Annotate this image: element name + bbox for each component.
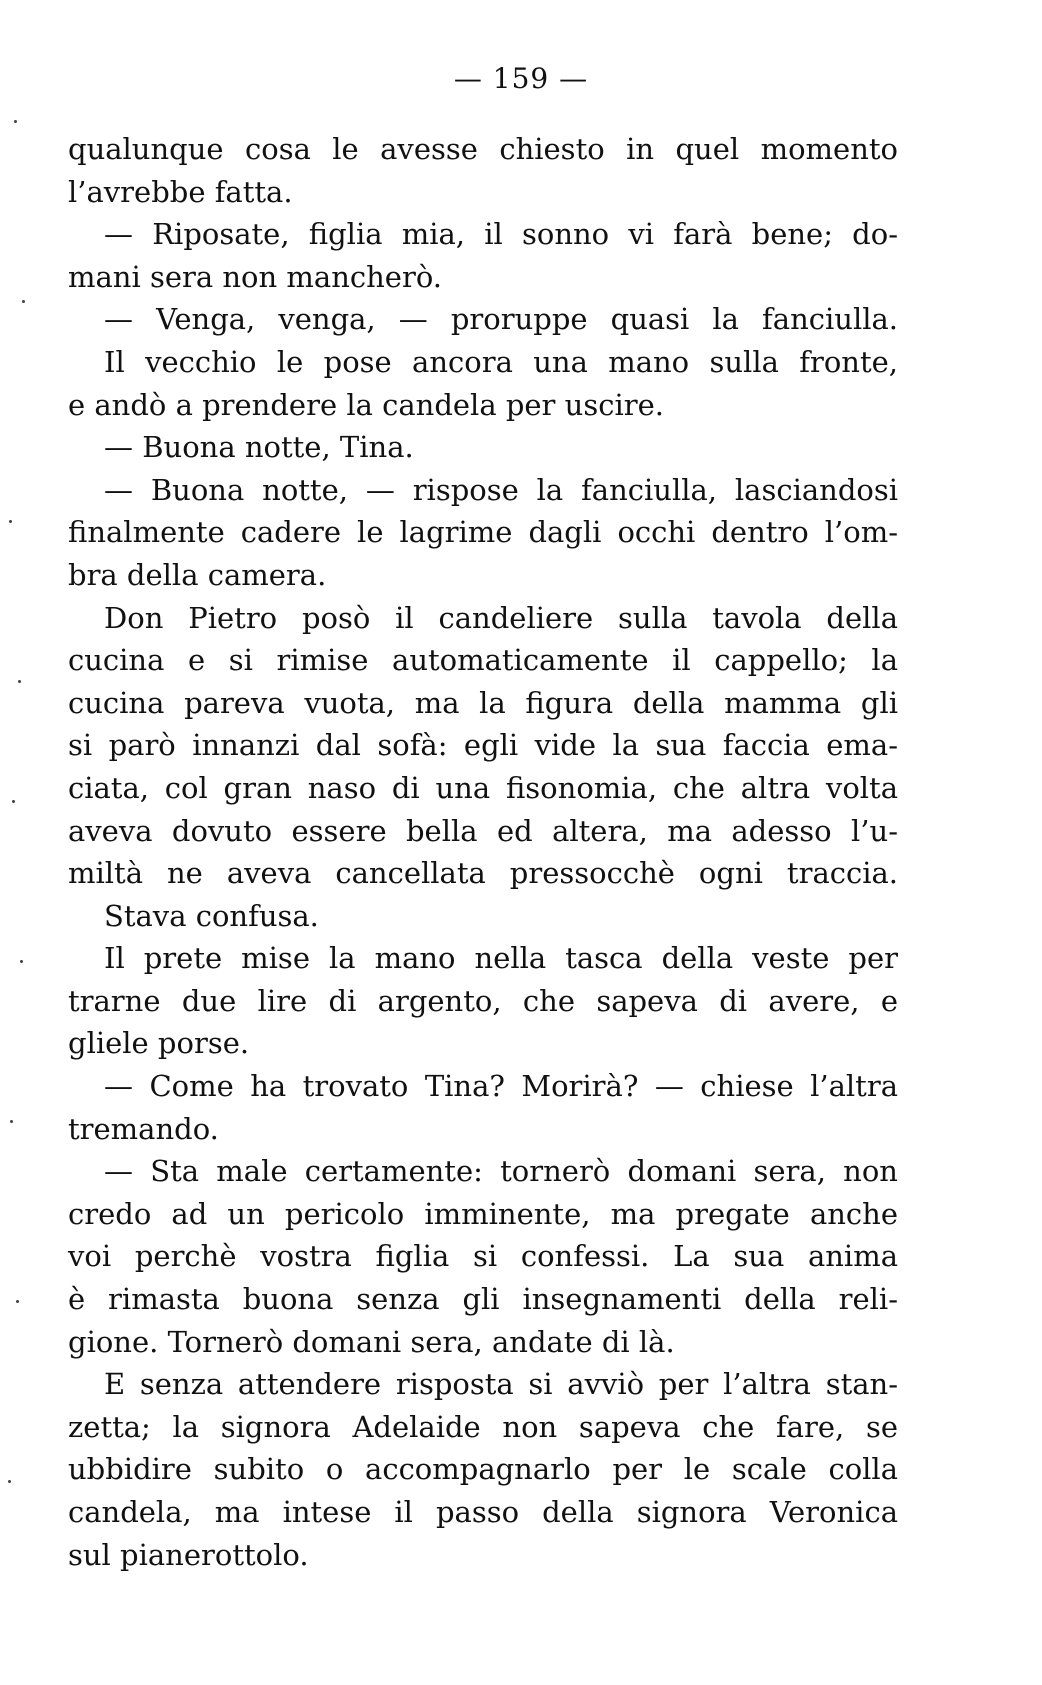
speck [12,800,15,803]
text-line: E senza attendere risposta si avviò per l’altra stan- [104,1367,898,1402]
text-line: — Riposate, figlia mia, il sonno vi farà bene; do- [104,217,898,252]
speck [14,120,17,123]
text-line: zetta; la signora Adelaide non sapeva che fare, se [68,1409,898,1444]
text-line: Stava confusa. [104,898,319,933]
page-number: — 159 — [453,62,589,95]
speck [16,1300,19,1303]
text-line: sul pianerottolo. [68,1537,309,1572]
text-line: candela, ma intese il passo della signora Veronica [68,1495,898,1529]
text-line: qualunque cosa le avesse chiesto in quel momento [68,132,898,166]
text-line: Il vecchio le pose ancora una mano sulla fronte, [104,344,898,379]
text-line: — Buona notte, Tina. [104,430,414,465]
text-line: aveva dovuto essere bella ed altera, ma adesso l’u- [68,813,898,848]
text-line: — Venga, venga, — proruppe quasi la fanciulla. [104,302,898,337]
body-text [68,128,898,1576]
text-line: bra della camera. [68,557,327,592]
text-line: ubbidire subito o accompagnarlo per le scale colla [68,1452,898,1487]
text-line: — Sta male certamente: tornerò domani sera, non [104,1154,898,1189]
speck [22,300,25,303]
text-line: trarne due lire di argento, che sapeva di avere, e [68,983,898,1018]
text-line: si parò innanzi dal sofà: egli vide la sua faccia ema- [68,728,898,763]
text-line: Il prete mise la mano nella tasca della veste per [104,941,898,976]
text-line: cucina e si rimise automaticamente il cappello; la [68,643,898,678]
speck [20,960,23,963]
text-line: è rimasta buona senza gli insegnamenti della reli- [68,1282,898,1317]
speck [10,1120,13,1123]
speck [9,520,12,523]
margin-specks [0,0,40,1685]
text-line: gliele porse. [68,1026,250,1061]
text-line: voi perchè vostra figlia si confessi. La sua anima [68,1239,898,1274]
text-line: — Buona notte, — rispose la fanciulla, lasciandosi [104,472,898,507]
speck [8,1480,11,1483]
text-line: cucina pareva vuota, ma la figura della mamma gli [68,685,898,720]
text-line: mani sera non mancherò. [68,259,442,294]
text-line: Don Pietro posò il candeliere sulla tavola della [104,600,898,635]
text-line: l’avrebbe fatta. [68,174,293,209]
text-line: credo ad un pericolo imminente, ma pregate anche [68,1196,898,1231]
text-line: ciata, col gran naso di una fisonomia, che altra volta [68,770,898,805]
text-line: tremando. [68,1111,219,1146]
speck [18,680,21,683]
text-line: miltà ne aveva cancellata pressocchè ogni traccia. [68,856,898,891]
text-line: — Come ha trovato Tina? Morirà? — chiese l’altra [104,1069,898,1104]
text-line: gione. Tornerò domani sera, andate di là. [68,1324,675,1359]
text-line: finalmente cadere le lagrime dagli occhi dentro l’om- [68,515,898,550]
text-line: e andò a prendere la candela per uscire. [68,387,664,422]
